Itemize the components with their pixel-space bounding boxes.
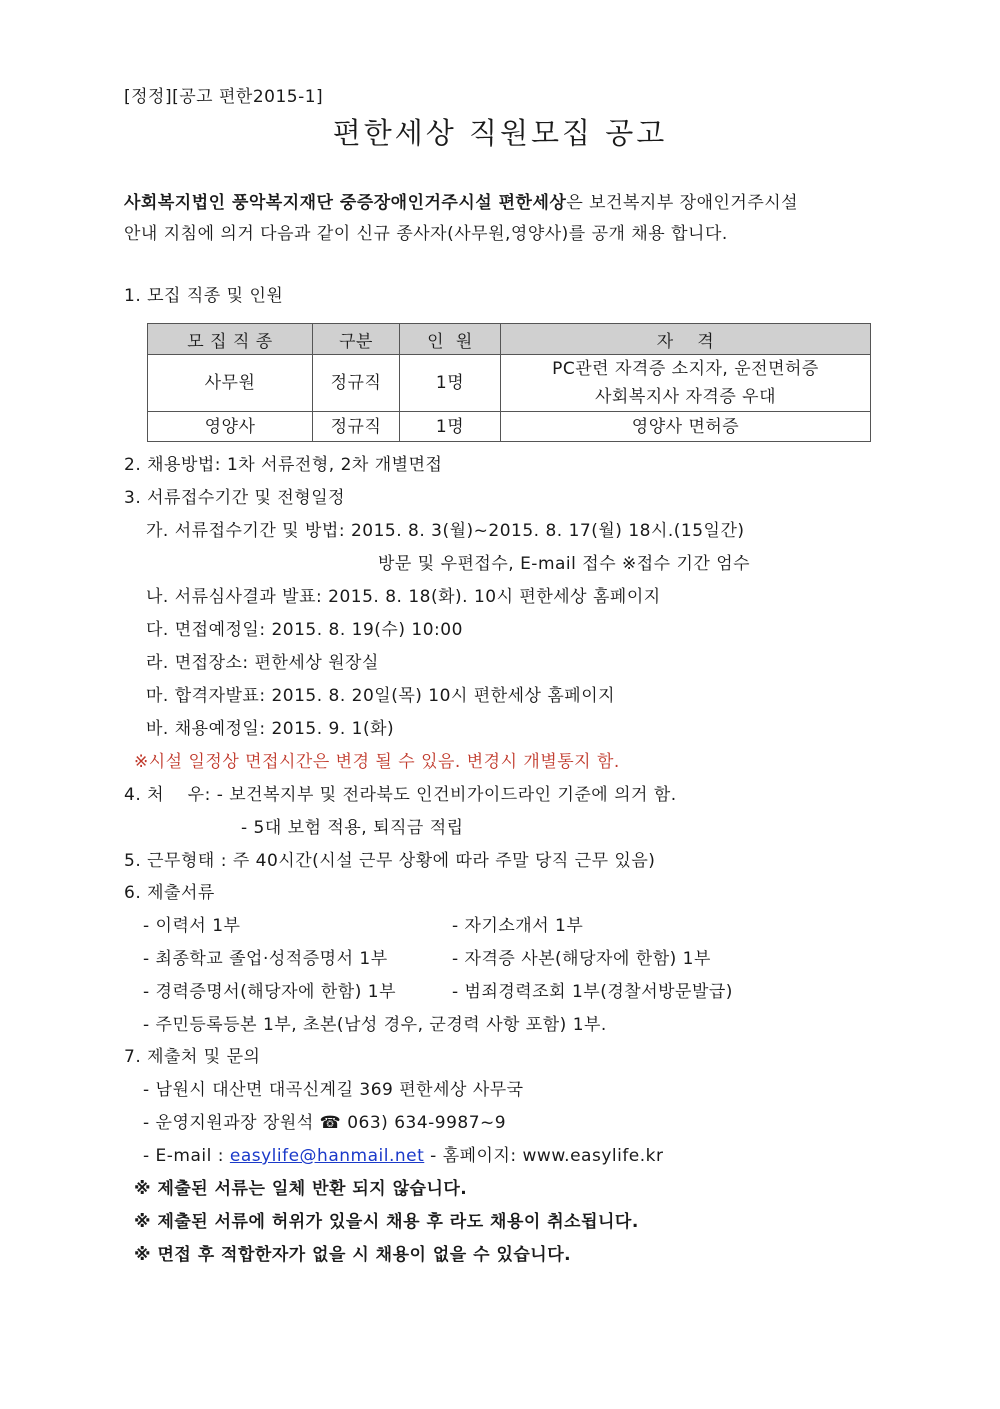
closing-note: ※ 면접 후 적합한자가 없을 시 채용이 없을 수 있습니다. [134,1245,572,1265]
intro-org-name: 사회복지법인 풍악복지재단 중증장애인거주시설 편한세상 [124,193,567,213]
schedule-item: 다. 면접예정일: 2015. 8. 19(수) 10:00 [146,620,463,640]
section-2-text: 2. 채용방법: 1차 서류전형, 2차 개별면접 [124,455,443,475]
schedule-notice: ※시설 일정상 면접시간은 변경 될 수 있음. 변경시 개별통지 함. [134,752,620,772]
homepage-text: - 홈페이지: www.easylife.kr [424,1146,664,1166]
contact-email-line [143,1145,664,1167]
document-item: - 주민등록등본 1부, 초본(남성 경우, 군경력 사항 포함) 1부. [143,1015,607,1035]
document-item: - 이력서 1부 [143,916,241,936]
section-4-line-1: 4. 처 우: - 보건복지부 및 전라북도 인건비가이드라인 기준에 의거 함. [124,785,677,805]
notice-number: [정정][공고 편한2015-1] [124,87,324,107]
schedule-item: 방문 및 우편접수, E-mail 접수 ※접수 기간 엄수 [378,554,751,574]
qualification-line: PC관련 자격증 소지자, 운전면허증 [552,359,819,379]
section-6-heading: 6. 제출서류 [124,883,215,903]
intro-line-1 [124,192,798,214]
table-header: 모 집 직 종 [148,324,313,355]
table-cell-job: 영양사 [148,412,313,442]
schedule-item: 가. 서류접수기간 및 방법: 2015. 8. 3(월)~2015. 8. 17(월) 18시.(15일간) [146,521,745,541]
closing-note: ※ 제출된 서류에 허위가 있을시 채용 후 라도 채용이 취소됩니다. [134,1212,639,1232]
intro-line-1-rest: 은 보건복지부 장애인거주시설 [566,193,799,213]
table-cell-qualification [501,355,871,412]
schedule-item: 바. 채용예정일: 2015. 9. 1(화) [146,719,395,739]
schedule-item: 마. 합격자발표: 2015. 8. 20일(목) 10시 편한세상 홈페이지 [146,686,616,706]
table-header: 자 격 [501,324,871,355]
closing-note: ※ 제출된 서류는 일체 반환 되지 않습니다. [134,1179,468,1199]
section-5-text: 5. 근무형태 : 주 40시간(시설 근무 상황에 따라 주말 당직 근무 있음) [124,851,656,871]
recruitment-table [147,323,871,442]
table-cell-type: 정규직 [313,355,400,412]
table-cell-count: 1명 [400,355,501,412]
section-4-line-2: - 5대 보험 적용, 퇴직금 적립 [241,818,464,838]
contact-address: - 남원시 대산면 대곡신계길 369 편한세상 사무국 [143,1080,524,1100]
table-cell-count: 1명 [400,412,501,442]
section-3-heading: 3. 서류접수기간 및 전형일정 [124,488,346,508]
email-link[interactable]: easylife@hanmail.net [229,1146,425,1166]
table-row [148,355,871,412]
table-header-row [148,324,871,355]
intro-line-2: 안내 지침에 의거 다음과 같이 신규 종사자(사무원,영양사)를 공개 채용 합니다. [124,224,728,244]
document-item: - 최종학교 졸업·성적증명서 1부 [143,949,388,969]
contact-phone: - 운영지원과장 장원석 ☎ 063) 634-9987~9 [143,1113,507,1133]
document-item: - 자기소개서 1부 [452,916,584,936]
document-item: - 범죄경력조회 1부(경찰서방문발급) [452,982,733,1002]
qualification-line: 사회복지사 자격증 우대 [594,387,777,407]
section-7-heading: 7. 제출처 및 문의 [124,1047,261,1067]
table-cell-type: 정규직 [313,412,400,442]
page-title: 편한세상 직원모집 공고 [332,116,668,150]
schedule-item: 나. 서류심사결과 발표: 2015. 8. 18(화). 10시 편한세상 홈페이지 [146,587,661,607]
table-header: 인 원 [400,324,501,355]
email-label: - E-mail : [143,1146,230,1166]
schedule-item: 라. 면접장소: 편한세상 원장실 [146,653,379,673]
section-1-heading: 1. 모집 직종 및 인원 [124,286,284,306]
table-cell-qualification: 영양사 면허증 [501,412,871,442]
table-header: 구분 [313,324,400,355]
table-cell-job: 사무원 [148,355,313,412]
table-row [148,412,871,442]
document-item: - 자격증 사본(해당자에 한함) 1부 [452,949,711,969]
document-item: - 경력증명서(해당자에 한함) 1부 [143,982,396,1002]
